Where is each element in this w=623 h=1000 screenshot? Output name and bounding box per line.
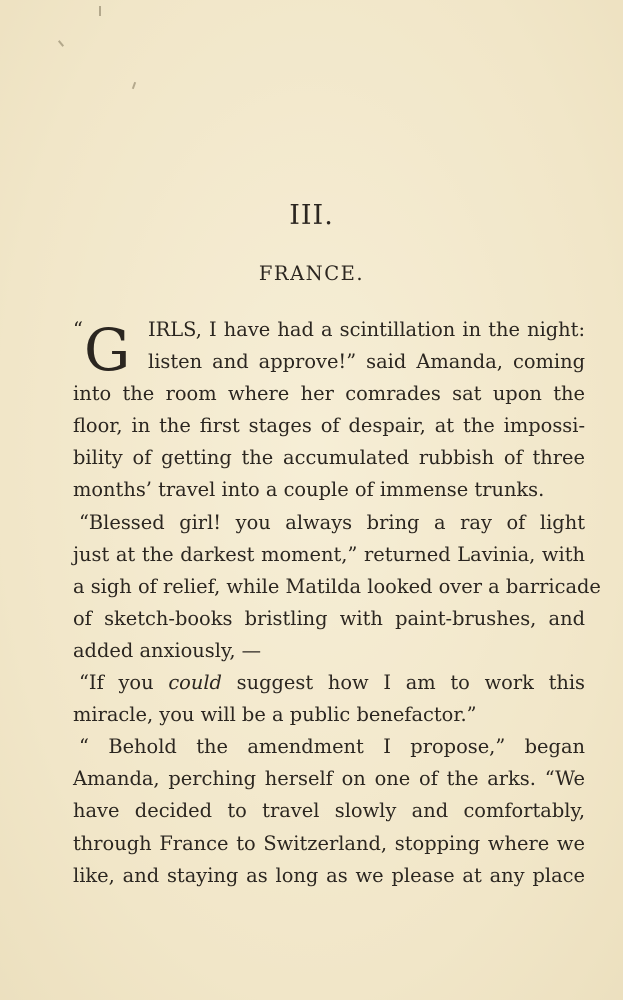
text-line: miracle, you will be a public benefactor.”	[73, 703, 477, 727]
chapter-number: III.	[289, 200, 334, 231]
text-line: into the room where her comrades sat upon the	[73, 382, 585, 406]
text-line: of sketch-books bristling with paint-brushes, and	[73, 606, 585, 630]
text-line: floor, in the first stages of despair, at the impossi-	[73, 414, 585, 438]
margin-mark	[132, 82, 136, 89]
text-line: “ Behold the amendment I propose,” began	[79, 735, 585, 759]
text-line	[73, 346, 585, 378]
text-line: added anxiously, —	[73, 638, 262, 662]
margin-mark	[58, 40, 64, 47]
text-line: bility of getting the accumulated rubbish of three	[73, 446, 585, 470]
text-line: like, and staying as long as we please at any place	[73, 863, 585, 887]
text-segment: suggest how I am to work this	[221, 671, 586, 695]
text-line-content: IRLS, I have had a scintillation in the night:	[148, 318, 585, 341]
drop-cap: G	[84, 316, 131, 384]
opening-quote: “	[73, 318, 83, 341]
text-line-content: listen and approve!” said Amanda, coming	[148, 350, 585, 374]
text-line: Amanda, perching herself on one of the arks. “We	[73, 767, 585, 791]
text-segment: “If you	[79, 671, 169, 695]
text-line: just at the darkest moment,” returned Lavinia, with	[73, 542, 585, 566]
text-line: have decided to travel slowly and comfortably,	[73, 799, 585, 823]
text-line: through France to Switzerland, stopping where we	[73, 831, 585, 855]
chapter-title: FRANCE.	[258, 262, 365, 285]
text-line: a sigh of relief, while Matilda looked over a barricade	[73, 574, 601, 598]
emphasized-word: could	[168, 671, 222, 695]
text-line	[73, 667, 585, 699]
text-line: months’ travel into a couple of immense trunks.	[73, 478, 545, 502]
body-text	[73, 314, 601, 892]
text-line: “Blessed girl! you always bring a ray of light	[79, 510, 585, 534]
margin-mark	[99, 6, 101, 16]
